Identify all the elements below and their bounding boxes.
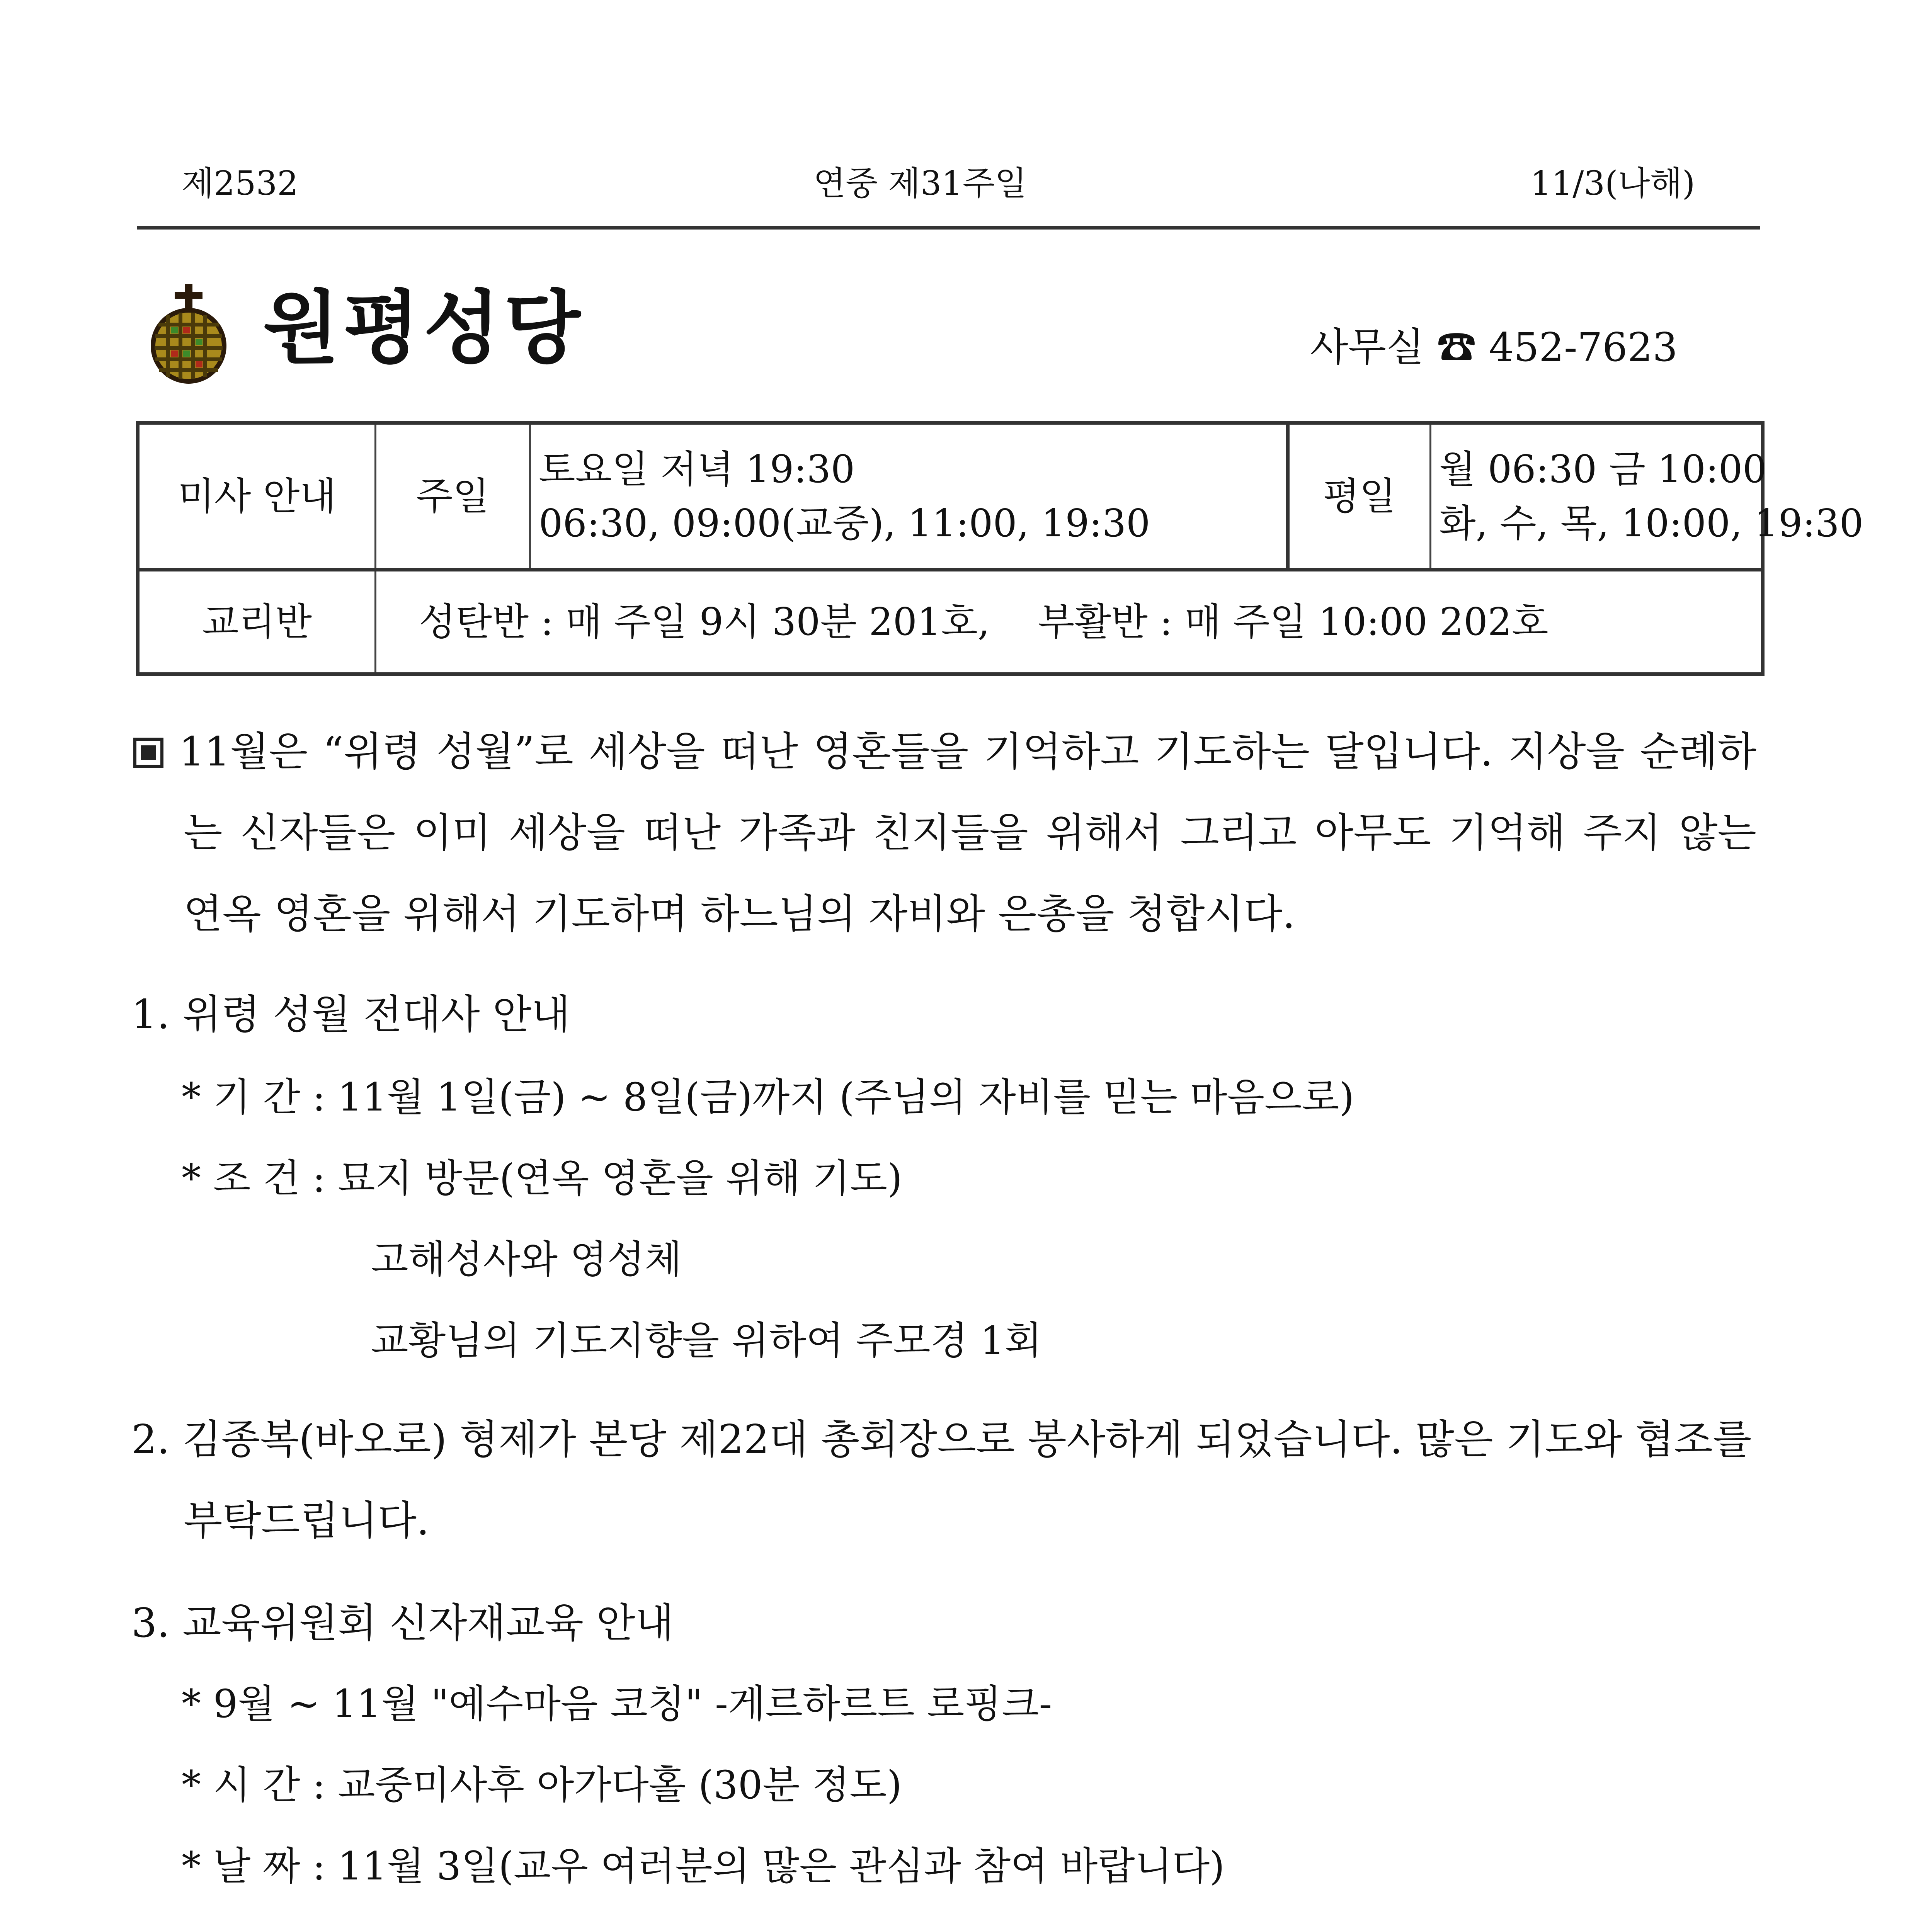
item-3-topic: * 9월 ~ 11월 "예수마음 코칭" -게르하르트 로핑크- — [182, 1681, 1052, 1726]
issue-number: 제2532 — [182, 164, 298, 203]
office-phone: 사무실 ☎ 452-7623 — [1310, 325, 1678, 371]
church-name: 원평성당 — [263, 282, 585, 374]
weekday-label: 평일 — [1288, 423, 1431, 570]
intro-line-3: 연옥 영혼을 위해서 기도하며 하느님의 자비와 은총을 청합시다. — [184, 890, 1295, 937]
sunday-label: 주일 — [376, 423, 530, 570]
mass-label: 미사 안내 — [138, 423, 376, 570]
catechism-text: 성탄반 : 매 주일 9시 30분 201호, 부활반 : 매 주일 10:00 202호 — [376, 570, 1763, 674]
catechism-label: 교리반 — [138, 570, 376, 674]
item-1-period: * 기 간 : 11월 1일(금) ~ 8일(금)까지 (주님의 자비를 믿는 마음으로) — [182, 1075, 1354, 1120]
weekday-line-1: 월 06:30 금 10:00 — [1439, 447, 1767, 492]
item-2-line-2: 부탁드립니다. — [184, 1497, 429, 1544]
square-bullet-icon — [133, 738, 163, 768]
item-1-condition-2: 고해성사와 영성체 — [371, 1237, 682, 1282]
item-3-date: * 날 짜 : 11월 3일(교우 여러분의 많은 관심과 참여 바랍니다) — [182, 1844, 1225, 1889]
item-2-line-1: 2. 김종복(바오로) 형제가 본당 제22대 총회장으로 봉사하게 되었습니다. 많은 기도와 협조를 — [131, 1416, 1752, 1463]
church-logo-icon — [143, 284, 234, 384]
intro-line-2: 는 신자들은 이미 세상을 떠난 가족과 친지들을 위해서 그리고 아무도 기억해 주지 않는 — [184, 809, 1756, 856]
item-1-condition: * 조 건 : 묘지 방문(연옥 영혼을 위해 기도) — [182, 1156, 903, 1201]
liturgical-week: 연중 제31주일 — [813, 164, 1027, 203]
sunday-line-2: 06:30, 09:00(교중), 11:00, 19:30 — [539, 501, 1150, 546]
weekday-times — [1431, 423, 1864, 570]
weekday-line-2: 화, 수, 목, 10:00, 19:30 — [1439, 501, 1864, 546]
item-3-title: 3. 교육위원회 신자재교육 안내 — [131, 1599, 674, 1646]
mass-schedule-table — [136, 421, 1864, 676]
sunday-line-1: 토요일 저녁 19:30 — [539, 447, 855, 492]
item-3-time: * 시 간 : 교중미사후 아가다홀 (30분 정도) — [182, 1762, 902, 1808]
item-1-title: 1. 위령 성월 전대사 안내 — [131, 991, 570, 1038]
header-divider — [137, 226, 1760, 230]
issue-date: 11/3(나해) — [1530, 164, 1695, 203]
sunday-times — [530, 423, 1288, 570]
item-1-condition-3: 교황님의 기도지향을 위하여 주모경 1회 — [371, 1318, 1042, 1363]
intro-line-1: 11월은 “위령 성월”로 세상을 떠난 영혼들을 기억하고 기도하는 달입니다. 지상을 순례하 — [133, 726, 1756, 777]
